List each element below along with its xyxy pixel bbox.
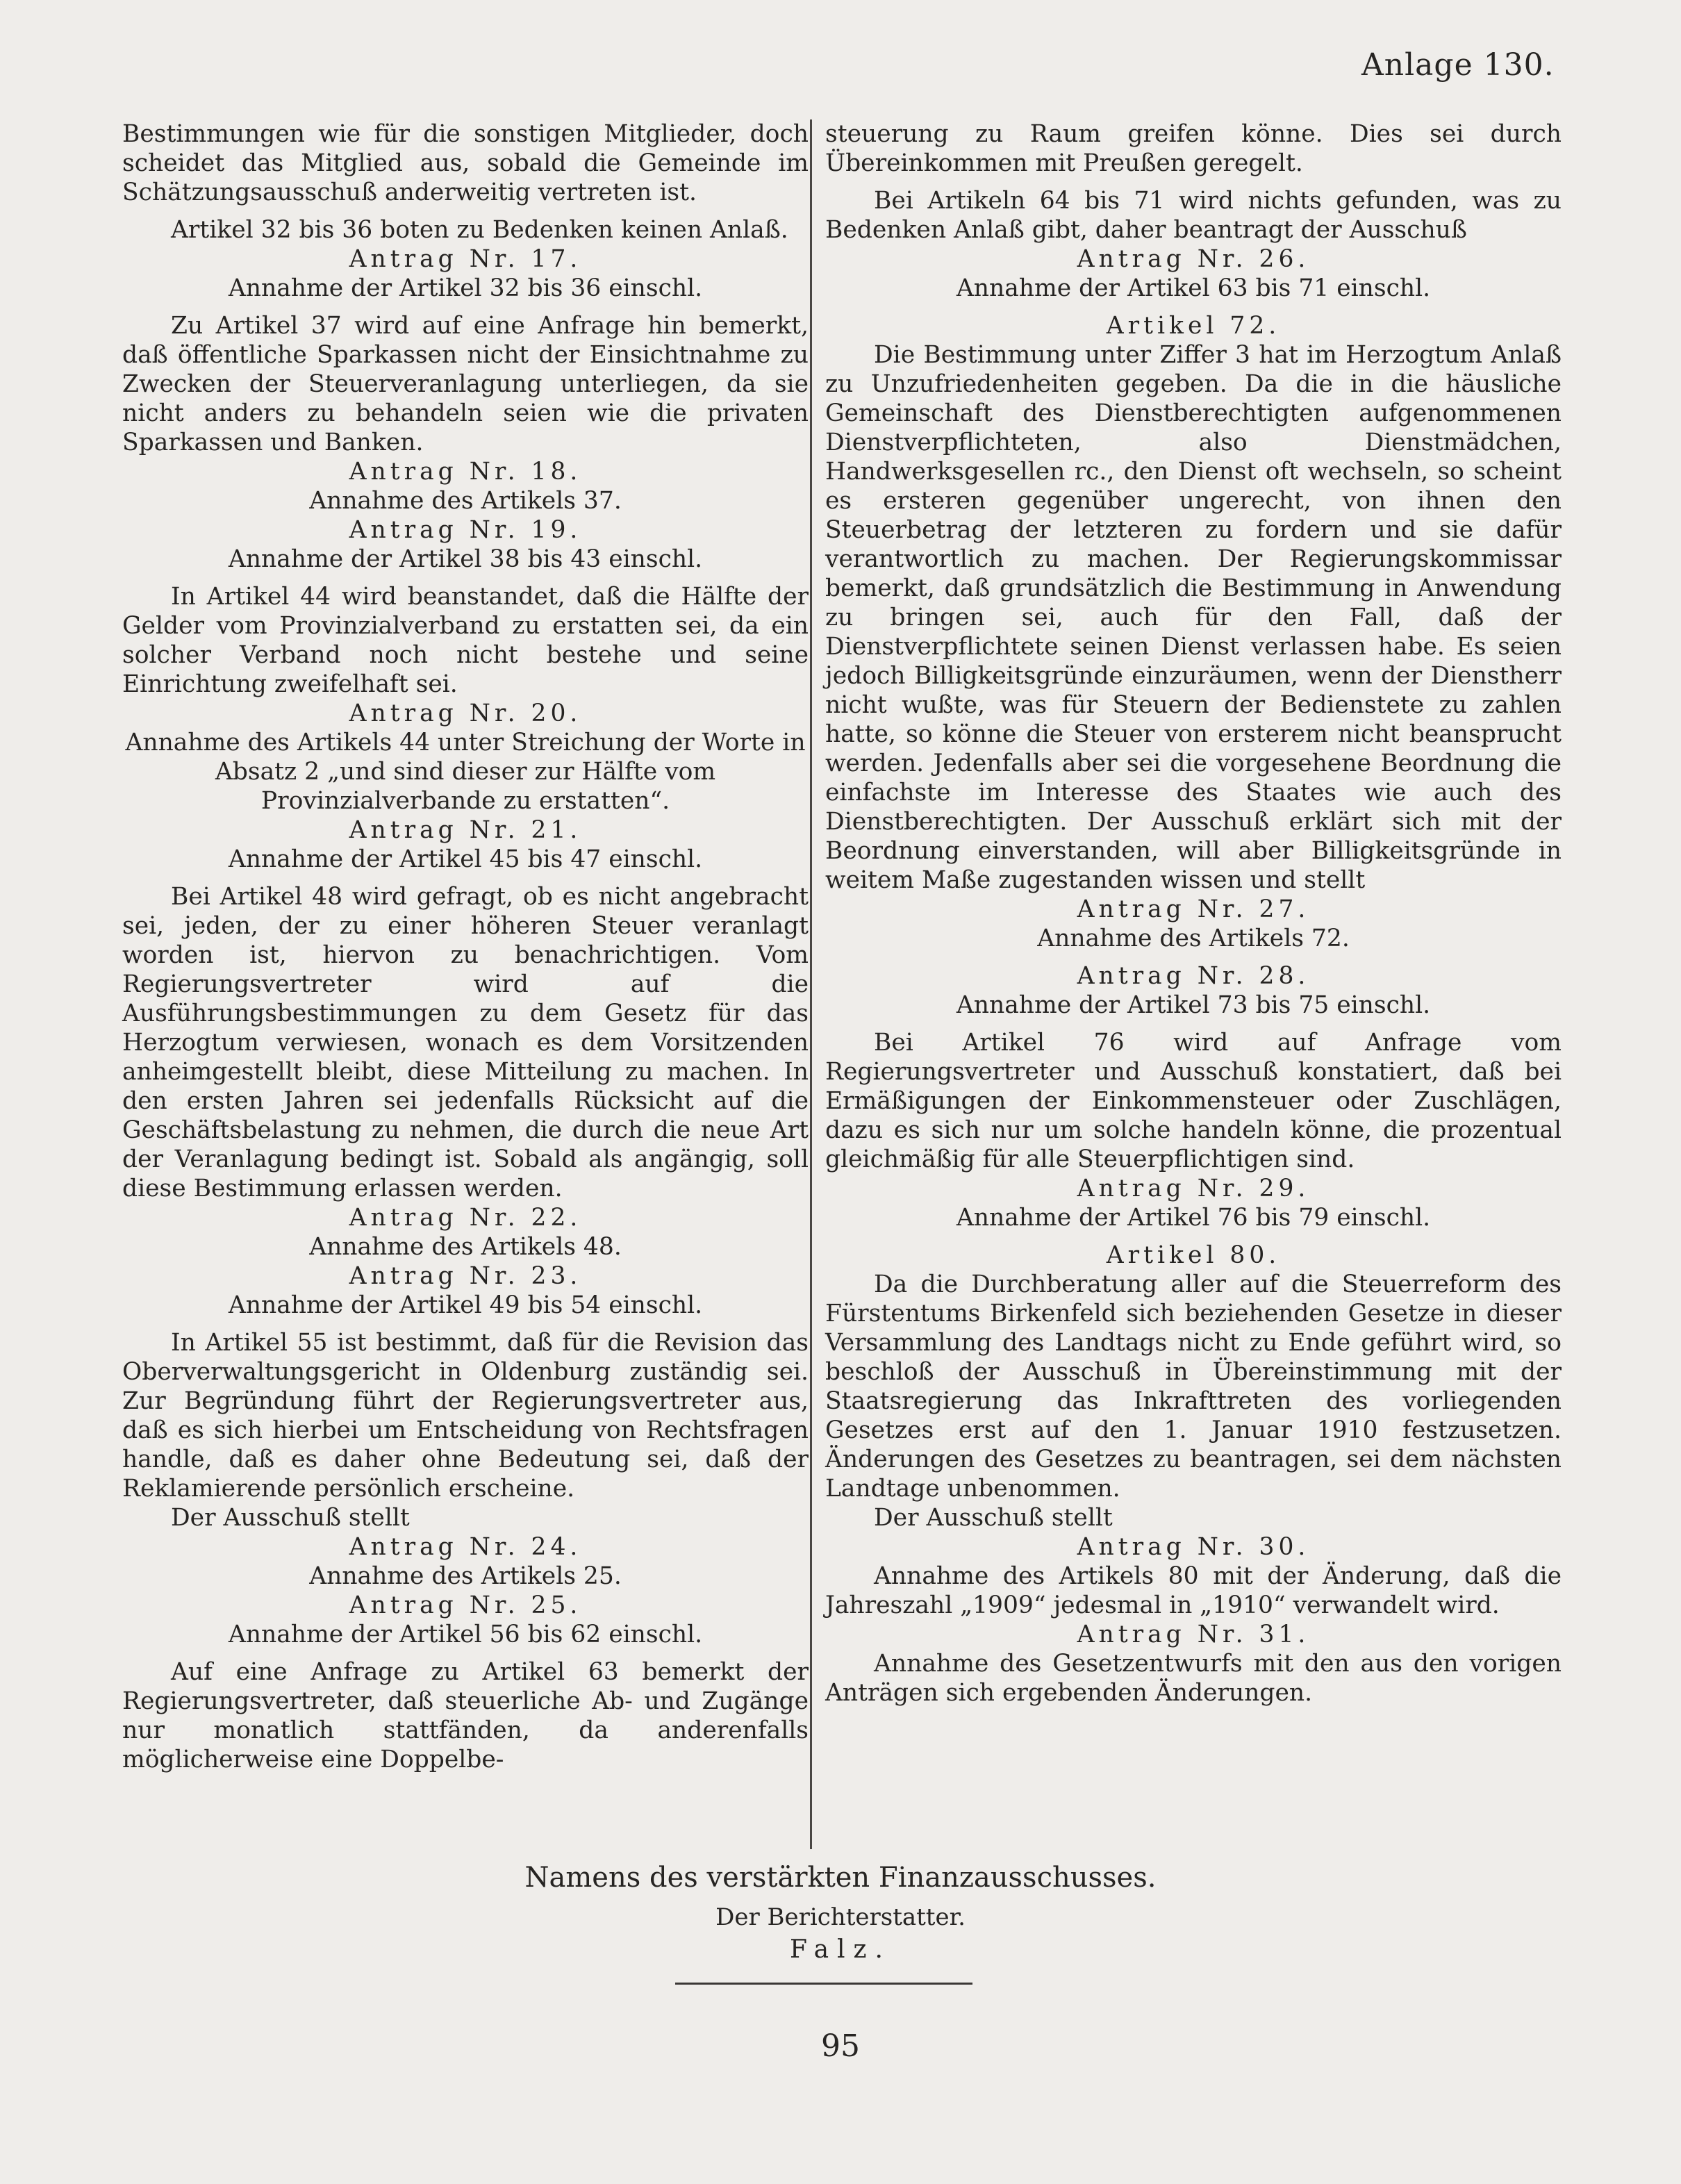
section-heading: Antrag Nr. 18. — [349, 458, 582, 486]
left-column — [122, 119, 809, 1774]
section-heading: Antrag Nr. 22. — [349, 1204, 582, 1232]
section-heading: Antrag Nr. 24. — [349, 1533, 582, 1561]
paragraph: Annahme der Artikel 73 bis 75 einschl. — [956, 991, 1431, 1019]
paragraph: Auf eine Anfrage zu Artikel 63 bemerkt der Regierungsvertreter, daß steuerliche Ab- und Zugänge nur monatlich stattfänden, da anderenfalls möglicherweise eine Doppelbe- — [122, 1658, 809, 1773]
paragraph: Die Bestimmung unter Ziffer 3 hat im Herzogtum Anlaß zu Unzufriedenheiten gegeben. Da die in die häusliche Gemeinschaft des Dienstberechtigten aufgenommenen Dienstverpflichteten, also Dienstmädchen, Handwerksgesellen rc., den Dienst oft wechseln, so scheint es ersteren gegenüber ungerecht, von ihnen den Steuerbetrag der letzteren zu fordern und sie dafür verantwortlich zu machen. Der Regierungskommissar bemerkt, daß grundsätzlich die Bestimmung in Anwendung zu bringen sei, auch für den Fall, daß der Dienstverpflichtete seinen Dienst verlassen habe. Es seien jedoch Billigkeitsgründe einzuräumen, wenn der Dienstherr nicht wußte, was für Steuern der Bedienstete zu zahlen hatte, so könne die Steuer von ersterem nicht beansprucht werden. Jedenfalls aber sei die vorgesehene Beordnung die einfachste im Interesse des Staates wie auch des Dienstberechtigten. Der Ausschuß erklärt sich mit der Beordnung einverstanden, will aber Billigkeitsgründe in weitem Maße zugestanden wissen und stellt — [825, 341, 1562, 894]
right-column — [825, 119, 1562, 1707]
section-heading: Artikel 72. — [1106, 312, 1281, 340]
paragraph: Annahme des Gesetzentwurfs mit den aus den vorigen Anträgen sich ergebenden Änderungen. — [825, 1650, 1562, 1707]
paragraph: In Artikel 44 wird beanstandet, daß die Hälfte der Gelder vom Provinzialverband zu erstatten sei, da ein solcher Verband noch nicht bestehe und seine Einrichtung zweifelhaft sei. — [122, 583, 809, 698]
paragraph: In Artikel 55 ist bestimmt, daß für die Revision das Oberverwaltungsgericht in Oldenburg zuständig sei. Zur Begründung führt der Regierungsvertreter aus, daß es sich hierbei um Entscheidung von Rechtsfragen handle, daß es daher ohne Bedeutung sei, daß der Reklamierende persönlich erscheine. — [122, 1329, 809, 1503]
paragraph: Annahme des Artikels 37. — [309, 487, 622, 515]
section-heading: Antrag Nr. 17. — [349, 245, 582, 273]
section-heading: Antrag Nr. 28. — [1077, 962, 1310, 990]
footer-rule — [675, 1983, 972, 1985]
paragraph: Bestimmungen wie für die sonstigen Mitglieder, doch scheidet das Mitglied aus, sobald die Gemeinde im Schätzungsausschuß anderweitig vertreten ist. — [122, 120, 809, 206]
paragraph: steuerung zu Raum greifen könne. Dies sei durch Übereinkommen mit Preußen geregelt. — [825, 120, 1562, 177]
signature-role: Der Berichterstatter. — [715, 1903, 966, 1931]
column-divider — [810, 119, 812, 1849]
paragraph: Annahme des Artikels 25. — [309, 1562, 622, 1590]
paragraph: Annahme des Artikels 80 mit der Änderung, daß die Jahreszahl „1909“ jedesmal in „1910“ verwandelt wird. — [825, 1562, 1562, 1619]
paragraph: Annahme der Artikel 45 bis 47 einschl. — [228, 845, 703, 873]
paragraph: Bei Artikeln 64 bis 71 wird nichts gefunden, was zu Bedenken Anlaß gibt, daher beantragt der Ausschuß — [825, 187, 1562, 244]
paragraph: Annahme der Artikel 76 bis 79 einschl. — [956, 1204, 1431, 1232]
section-heading: Antrag Nr. 25. — [349, 1591, 582, 1619]
paragraph: Artikel 32 bis 36 boten zu Bedenken keinen Anlaß. — [171, 216, 788, 244]
paragraph: Der Ausschuß stellt — [171, 1504, 410, 1532]
paragraph: Annahme der Artikel 49 bis 54 einschl. — [228, 1291, 703, 1319]
section-heading: Antrag Nr. 29. — [1077, 1175, 1310, 1202]
section-heading: Antrag Nr. 31. — [1077, 1621, 1310, 1648]
paragraph: Zu Artikel 37 wird auf eine Anfrage hin bemerkt, daß öffentliche Sparkassen nicht der Einsichtnahme zu Zwecken der Steuerveranlagung unterliegen, da sie nicht anders zu behandeln seien wie die privaten Sparkassen und Banken. — [122, 312, 809, 456]
annex-label: Anlage 130. — [1361, 47, 1555, 83]
section-heading: Antrag Nr. 20. — [349, 700, 582, 727]
paragraph: Da die Durchberatung aller auf die Steuerreform des Fürstentums Birkenfeld sich beziehenden Gesetze in dieser Versammlung des Landtags nicht zu Ende geführt wird, so beschloß der Ausschuß in Übereinstimmung mit der Staatsregierung das Inkrafttreten des vorliegenden Gesetzes erst auf den 1. Januar 1910 festzusetzen. Änderungen des Gesetzes zu beantragen, sei dem nächsten Landtage unbenommen. — [825, 1271, 1562, 1503]
section-heading: Antrag Nr. 23. — [349, 1262, 582, 1290]
signature-committee: Namens des verstärkten Finanzausschusses. — [524, 1862, 1157, 1894]
paragraph: Annahme des Artikels 72. — [1037, 925, 1350, 952]
paragraph: Der Ausschuß stellt — [874, 1504, 1113, 1532]
section-heading: Antrag Nr. 30. — [1077, 1533, 1310, 1561]
paragraph: Annahme der Artikel 38 bis 43 einschl. — [228, 545, 703, 573]
section-heading: Antrag Nr. 26. — [1077, 245, 1310, 273]
signature-name: Falz. — [790, 1935, 891, 1964]
paragraph: Bei Artikel 76 wird auf Anfrage vom Regierungsvertreter und Ausschuß konstatiert, daß bei Ermäßigungen der Einkommensteuer oder Zuschlägen, dazu es sich nur um solche handeln könne, die prozentual gleichmäßig für alle Steuerpflichtigen sind. — [825, 1029, 1562, 1173]
paragraph: Bei Artikel 48 wird gefragt, ob es nicht angebracht sei, jeden, der zu einer höheren Steuer veranlagt worden ist, hiervon zu benachrichtigen. Vom Regierungsvertreter wird auf die Ausführungsbestimmungen zu dem Gesetz für das Herzogtum verwiesen, wonach es dem Vorsitzenden anheimgestellt bleibt, diese Mitteilung zu machen. In den ersten Jahren sei jedenfalls Rücksicht auf die Geschäftsbelastung zu nehmen, die durch die neue Art der Veranlagung bedingt ist. Sobald als angängig, soll diese Bestimmung erlassen werden. — [122, 883, 809, 1202]
paragraph: Annahme der Artikel 63 bis 71 einschl. — [956, 274, 1431, 302]
section-heading: Antrag Nr. 19. — [349, 516, 582, 544]
paragraph: Annahme der Artikel 56 bis 62 einschl. — [228, 1621, 703, 1648]
paragraph: Annahme des Artikels 44 unter Streichung der Worte in Absatz 2 „und sind dieser zur Hälfte vom Provinzialverbande zu erstatten“. — [125, 729, 806, 815]
paragraph: Annahme des Artikels 48. — [309, 1233, 622, 1261]
section-heading: Artikel 80. — [1106, 1241, 1281, 1269]
paragraph: Annahme der Artikel 32 bis 36 einschl. — [228, 274, 703, 302]
page-number: 95 — [821, 2028, 860, 2064]
section-heading: Antrag Nr. 27. — [1077, 895, 1310, 923]
section-heading: Antrag Nr. 21. — [349, 816, 582, 844]
